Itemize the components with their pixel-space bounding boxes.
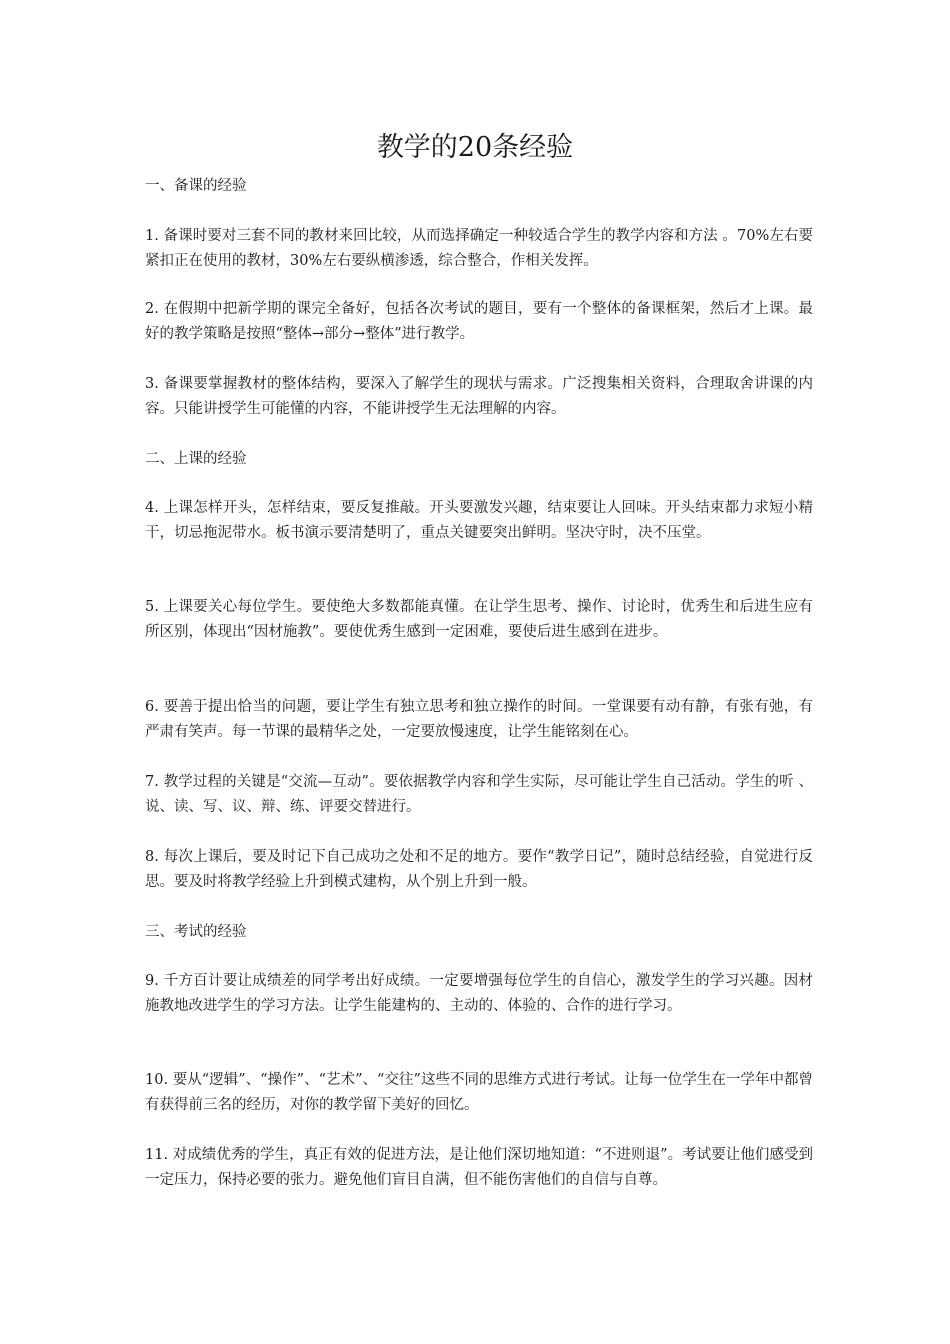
section-heading-preparation: 一、备课的经验 [145,178,247,194]
paragraph-item-9: 9. 千方百计要让成绩差的同学考出好成绩。一定要增强每位学生的自信心，激发学生的学习兴趣。因材施教地改进学生的学习方法。让学生能建构的、主动的、体验的、合作的进行学习。 [145,973,813,1014]
section-heading-lecturing: 二、上课的经验 [145,451,247,467]
paragraph-item-7: 7. 教学过程的关键是“交流—互动”。要依据教学内容和学生实际，尽可能让学生自己活动。学生的听 、说、读、写、议、辩、练、评要交替进行。 [145,774,813,815]
paragraph-item-10: 10. 要从“逻辑”、“操作”、“艺术”、“交往”这些不同的思维方式进行考试。让每一位学生在一学年中都曾有获得前三名的经历，对你的教学留下美好的回忆。 [145,1072,813,1113]
section-heading-exams: 三、考试的经验 [145,924,247,940]
paragraph-item-2: 2. 在假期中把新学期的课完全备好，包括各次考试的题目，要有一个整体的备课框架，然后才上课。最好的教学策略是按照“整体→部分→整体”进行教学。 [145,301,813,342]
document-title: 教学的20条经验 [376,132,574,163]
paragraph-item-4: 4. 上课怎样开头，怎样结束，要反复推敲。开头要激发兴趣，结束要让人回味。开头结束都力求短小精干，切忌拖泥带水。板书演示要清楚明了，重点关键要突出鲜明。坚决守时，决不压堂。 [145,500,813,541]
paragraph-item-3: 3. 备课要掌握教材的整体结构，要深入了解学生的现状与需求。广泛搜集相关资料，合理取舍讲课的内容。只能讲授学生可能懂的内容，不能讲授学生无法理解的内容。 [145,376,813,417]
paragraph-item-11: 11. 对成绩优秀的学生，真正有效的促进方法，是让他们深切地知道：“不进则退”。考试要让他们感受到一定压力，保持必要的张力。避免他们盲目自满，但不能伤害他们的自信与自尊。 [145,1147,813,1188]
paragraph-item-8: 8. 每次上课后，要及时记下自己成功之处和不足的地方。要作“教学日记”，随时总结经验，自觉进行反思。要及时将教学经验上升到模式建构，从个别上升到一般。 [145,849,813,890]
paragraph-item-1: 1. 备课时要对三套不同的教材来回比较，从而选择确定一种较适合学生的教学内容和方法 。70%左右要紧扣正在使用的教材，30%左右要纵横渗透，综合整合，作相关发挥。 [145,228,813,269]
paragraph-item-5: 5. 上课要关心每位学生。要使绝大多数都能真懂。在让学生思考、操作、讨论时，优秀生和后进生应有所区别，体现出“因材施教”。要使优秀生感到一定困难，要使后进生感到在进步。 [145,599,813,640]
paragraph-item-6: 6. 要善于提出恰当的问题，要让学生有独立思考和独立操作的时间。一堂课要有动有静，有张有弛，有严肃有笑声。每一节课的最精华之处，一定要放慢速度，让学生能铭刻在心。 [145,699,813,740]
